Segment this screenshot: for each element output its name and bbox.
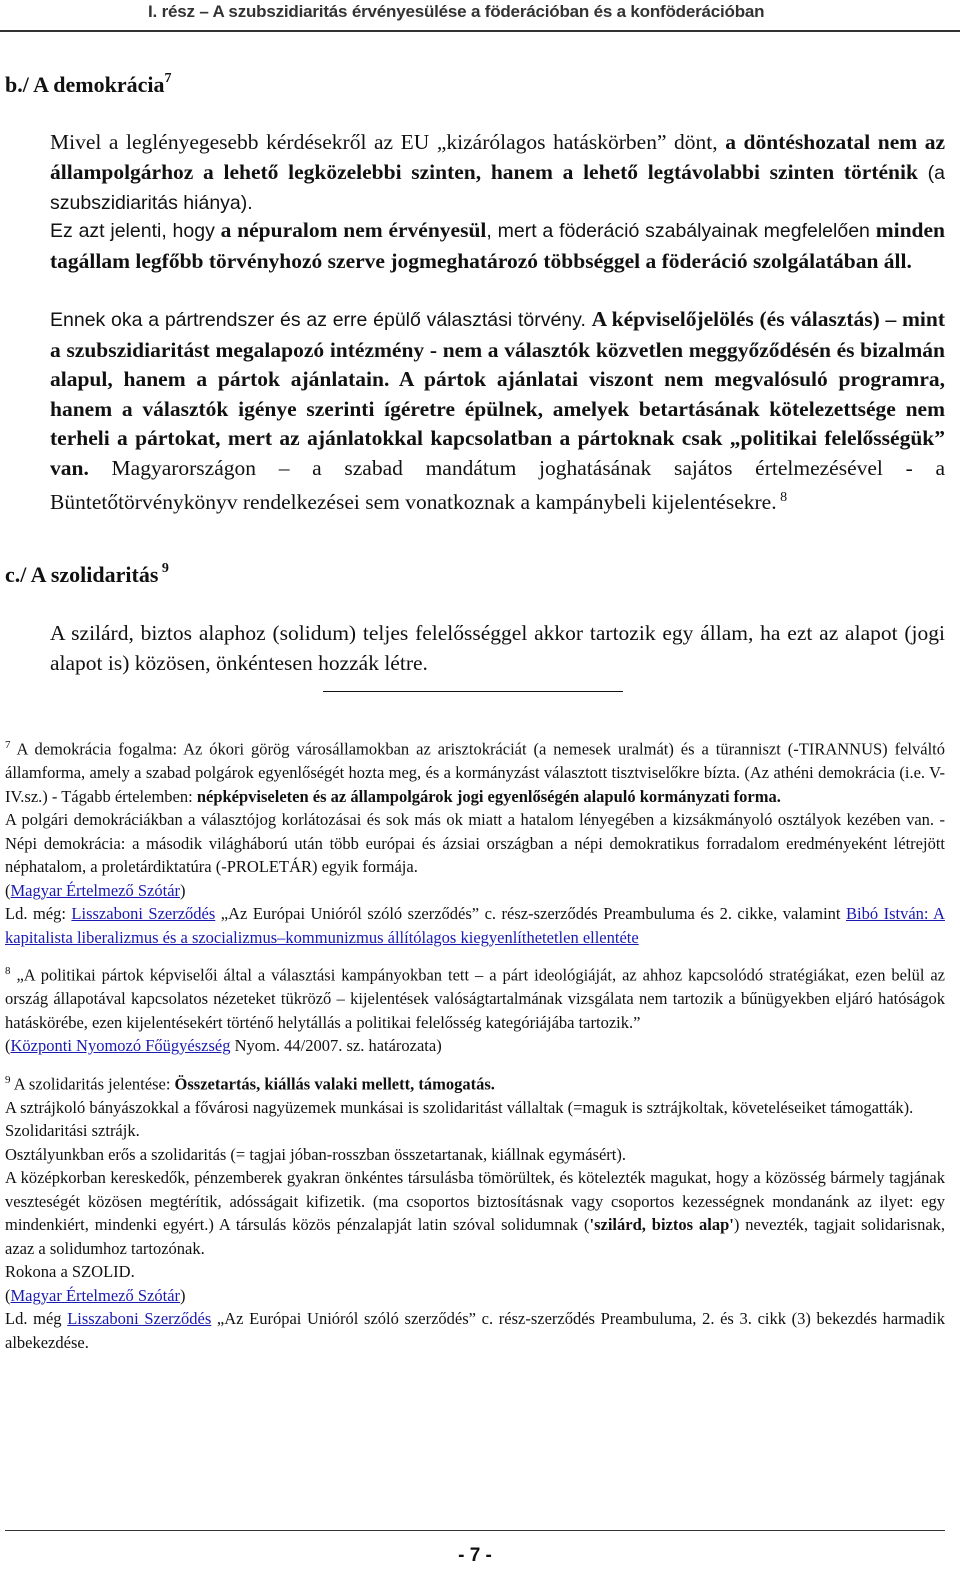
text-run: „Az Európai Unióról szóló szerződés” c. rész-szerződés Preambuluma, 2. és 3. cikk (3) bekezdés harmadik albekezdése. bbox=[5, 1309, 945, 1352]
footnote-9-see-also bbox=[5, 1307, 945, 1354]
footer-rule bbox=[5, 1530, 945, 1531]
footnote-ref-9[interactable]: 9 bbox=[158, 560, 169, 576]
footnotes bbox=[5, 734, 945, 1354]
democracy-paragraph-3 bbox=[50, 305, 945, 518]
democracy-paragraph-1 bbox=[50, 128, 945, 219]
text-run: Nyom. 44/2007. sz. határozata) bbox=[230, 1036, 442, 1055]
bold-text-run: 'szilárd, biztos alap' bbox=[589, 1215, 734, 1234]
bold-text-run: a népuralom nem érvényesül bbox=[220, 218, 487, 242]
bold-text-run: A képviselőjelölés (és választás) – mint a szubszidiaritást megalapozó intézmény - nem a választók közvetlen meggyőződésén és bizalmán alapul, hanem a pártok ajánlatain. A pártok ajánlatai viszont nem megvalósuló programra, hanem a választók igénye szerinti ígéretre épülnek, amelyek betartásának kötelezettsége nem terheli a pártokat, mert az ajánlatokkal kapcsolatban a pártoknak csak „politikai felelősségük” van. bbox=[50, 307, 945, 480]
footnote-7-see-also bbox=[5, 902, 945, 949]
running-header-title: I. rész – A szubszidiaritás érvényesülése a föderációban és a konföderációban bbox=[148, 2, 765, 21]
text-run: „A politikai pártok képviselői által a választási kampányokban tett – a párt ideológiáját, az ahhoz kapcsolódó stratégiákat, ezen belül az ország állapotával kapcsolatos nézeteket tükröző – kijelentések valóságtartalmának vizsgálata nem tartozik a bűnügyekben eljáró hatóságok hatáskörébe, ezen kijelentésekért történő helytállás a politikai felelősség kategóriájába tartozik.” bbox=[5, 965, 945, 1032]
footnote-9-line: Osztályunkban erős a szolidaritás (= tagjai jóban-rosszban összetartanak, kiállnak egymásért). bbox=[5, 1144, 626, 1164]
footnote-7-source: (Magyar Értelmező Szótár) bbox=[5, 880, 186, 900]
footnote-ref-8[interactable]: 8 bbox=[776, 490, 788, 505]
text-run: Magyarországon – a szabad mandátum joghatásának sajátos értelmezésével - a Büntetőtörvénykönyv rendelkezései sem vonatkoznak a kampánybeli kijelentésekre. bbox=[50, 455, 945, 515]
section-heading-text: b./ A demokrácia bbox=[5, 72, 165, 97]
bold-text-run: Összetartás, kiállás valaki mellett, támogatás. bbox=[174, 1074, 495, 1093]
footnote-9-line bbox=[5, 1166, 945, 1260]
footnote-9 bbox=[5, 1069, 945, 1096]
text-run: , mert a föderáció szabályainak megfelelően bbox=[486, 220, 876, 242]
footnote-9-line: Szolidaritási sztrájk. bbox=[5, 1121, 140, 1140]
text-run: ) nevezték, tagjait solidarisnak, azaz a solidumhoz tartozónak. bbox=[5, 1215, 946, 1258]
text-run: A szolidaritás jelentése: bbox=[10, 1074, 175, 1093]
bold-text-run: népképviseleten és az állampolgárok jogi egyenlőségén alapuló kormányzati forma. bbox=[196, 786, 781, 806]
solidarity-paragraph: A szilárd, biztos alaphoz (solidum) teljes felelősséggel akkor tartozik egy állam, ha ezt az alapot (jogi alapot is) közösen, önkéntesen hozzák létre. bbox=[50, 621, 945, 675]
link-bibo-istvan[interactable]: Bibó István: A kapitalista liberalizmus és a szocializmus–kommunizmus állítólagos kiegyenlíthetetlen ellentéte bbox=[5, 904, 945, 947]
footnote-9-source: (Magyar Értelmező Szótár) bbox=[5, 1285, 186, 1305]
text-run: Ld. még: bbox=[5, 904, 72, 923]
text-run: A demokrácia fogalma: Az ókori görög városállamokban az arisztokráciát (a nemesek uralmát) és a türanniszt (-TIRANNUS) felváltó államforma, amely a szabad polgárok egyenlőségét hozta meg, és a kormányzást választott tisztviselőkre bízta. (Az athéni demokrácia (i.e. V-IV.sz.) - Tágabb értelemben: bbox=[5, 739, 945, 806]
footnote-8-source: (Központi Nyomozó Főügyészség Nyom. 44/2007. sz. határozata) bbox=[5, 1036, 442, 1055]
link-magyar-ertelmezo-szotar[interactable]: Magyar Értelmező Szótár bbox=[10, 880, 181, 900]
text-run: Ld. még bbox=[5, 1309, 68, 1328]
footnote-7 bbox=[5, 734, 945, 808]
text-run: Ez azt jelenti, hogy bbox=[50, 220, 221, 242]
page-header bbox=[0, 0, 960, 32]
section-heading-democracy bbox=[5, 72, 172, 98]
footnote-number: 8 bbox=[5, 965, 11, 977]
footnote-9-line: Rokona a SZOLID. bbox=[5, 1262, 135, 1281]
text-run: A középkorban kereskedők, pénzemberek gyakran önkéntes társulásba tömörültek, és kötelezték magukat, hogy a közösség bármely tagjának veszteségét közösen megtérítik, adósságait kifizetik. (ma csoportos biztosításnak vagy csoportos kezességnek mondanánk az ilyet: egy mindenkiért, mindenki egyért.) A társulás közös pénzalapját latin szóval solidumnak ( bbox=[5, 1168, 945, 1234]
text-run: (a szubszidiaritás hiánya). bbox=[50, 161, 945, 214]
section-heading-text: c./ A szolidaritás bbox=[5, 562, 159, 587]
text-run: Ennek oka a pártrendszer és az erre épülő választási törvény. bbox=[50, 309, 592, 331]
bold-text-run: minden tagállam legfőbb törvényhozó szerve jogmeghatározó többséggel a föderáció szolgálatában áll. bbox=[50, 218, 946, 273]
footnote-7-text: A polgári demokráciákban a választójog korlátozásai és sok más ok miatt a hatalom lényegében a kizsákmányoló osztályok kezében van. - Népi demokrácia: a második világháború után több európai és ázsiai országban a népi demokratikus forradalom eredményeként létrejött néphatalom, a proletárdiktatúra (-PROLETÁR) egyik formája. bbox=[5, 810, 945, 876]
democracy-paragraph-2 bbox=[50, 216, 945, 276]
bold-text-run: a döntéshozatal nem az állampolgárhoz a lehető legközelebbi szinten, hanem a lehető legtávolabbi szinten történik bbox=[50, 130, 946, 184]
text-run: „Az Európai Unióról szóló szerződés” c. rész-szerződés Preambuluma és 2. cikke, valamint bbox=[215, 904, 846, 923]
footnote-number: 7 bbox=[5, 739, 11, 751]
link-lisszaboni-szerzodes[interactable]: Lisszaboni Szerződés bbox=[67, 1309, 212, 1328]
section-heading-solidarity bbox=[5, 562, 169, 588]
footnote-8 bbox=[5, 960, 945, 1034]
footnote-separator bbox=[323, 691, 623, 692]
link-kozponti-nyomozo-fougyeszseg[interactable]: Központi Nyomozó Főügyészség bbox=[10, 1036, 231, 1055]
link-magyar-ertelmezo-szotar[interactable]: Magyar Értelmező Szótár bbox=[10, 1285, 181, 1305]
link-lisszaboni-szerzodes[interactable]: Lisszaboni Szerződés bbox=[71, 904, 216, 923]
text-run: Mivel a leglényegesebb kérdésekről az EU „kizárólagos hatáskörben” dönt, bbox=[50, 130, 726, 154]
footnote-9-line: A sztrájkoló bányászokkal a fővárosi nagyüzemek munkásai is szolidaritást vállaltak (=maguk is sztrájkoltak, követeléseiket támogatták). bbox=[5, 1097, 914, 1117]
footnote-number: 9 bbox=[5, 1073, 11, 1086]
footnote-ref-7[interactable]: 7 bbox=[164, 70, 172, 86]
page-number: - 7 - bbox=[458, 1545, 492, 1566]
